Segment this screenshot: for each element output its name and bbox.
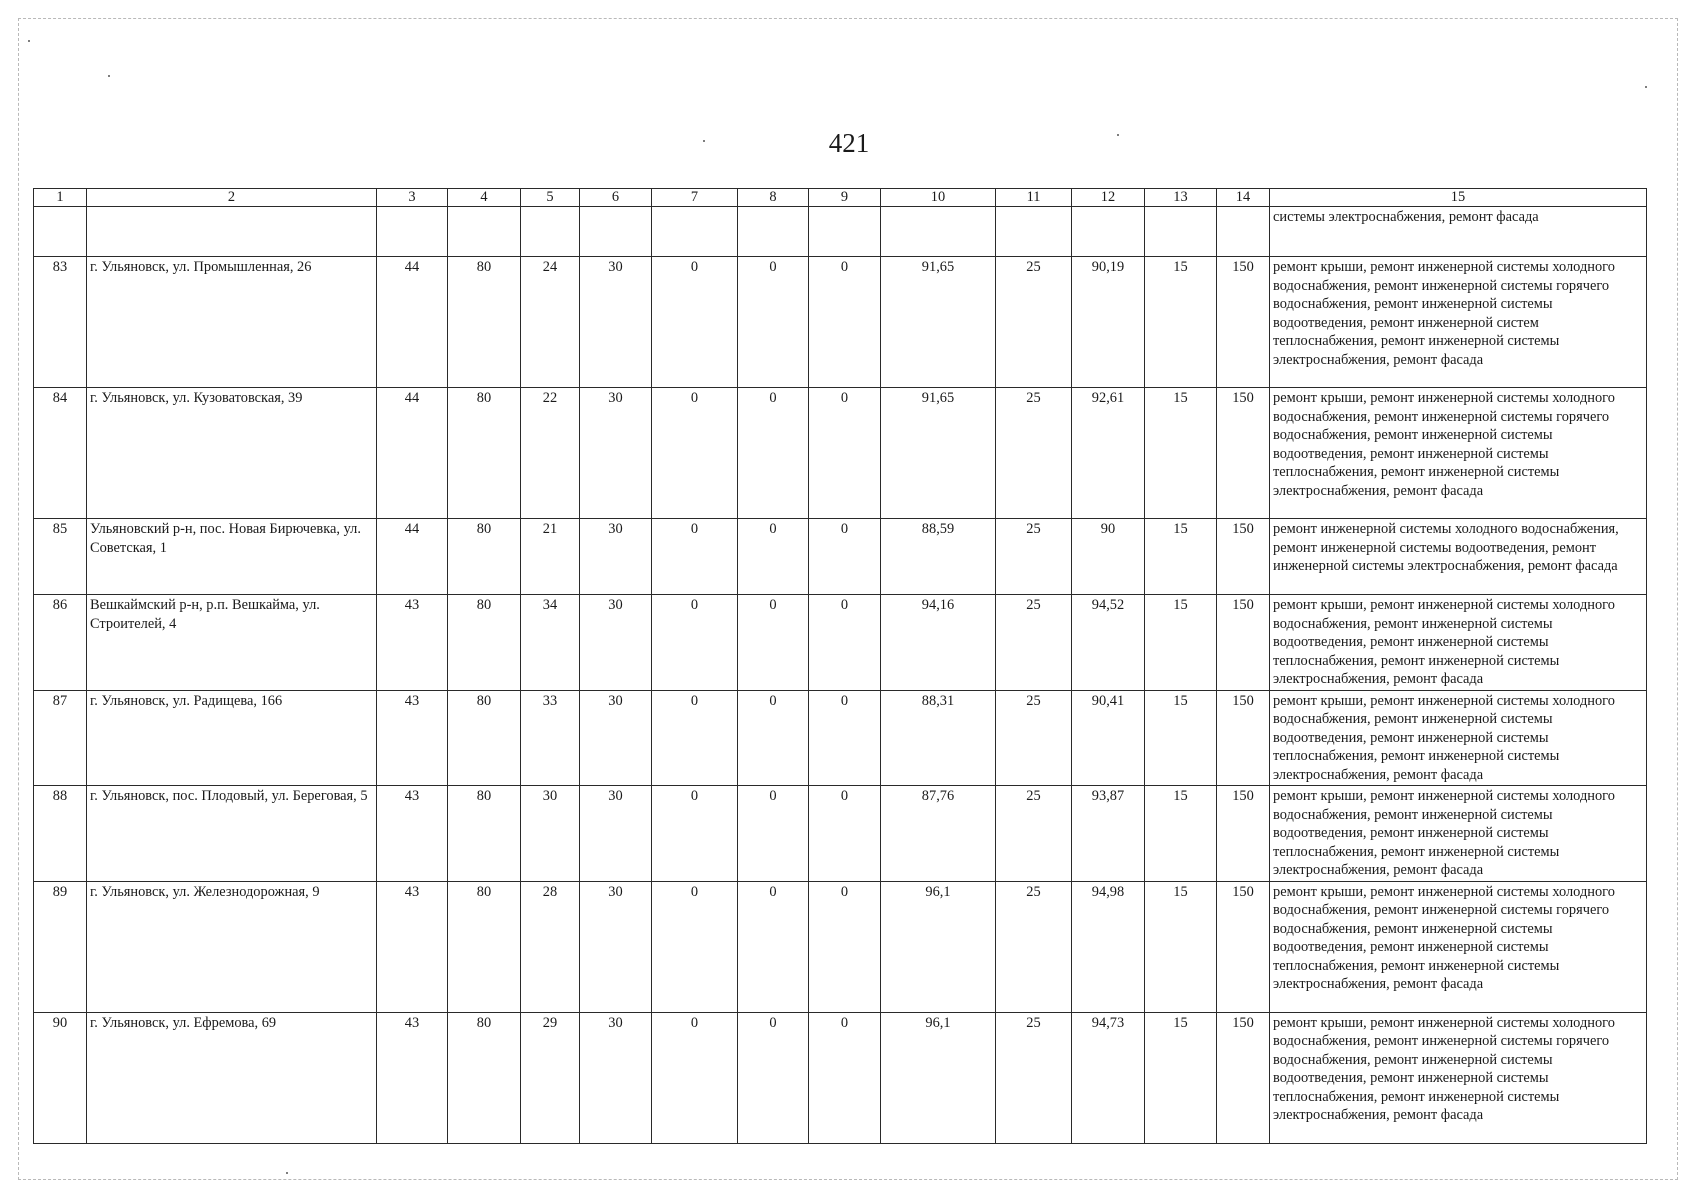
cell-value xyxy=(1217,207,1270,257)
cell-value: 150 xyxy=(1217,881,1270,1012)
cell-address: Ульяновский р-н, пос. Новая Бирючевка, ул. Советская, 1 xyxy=(87,519,377,595)
cell-value: 43 xyxy=(377,881,448,1012)
column-header: 11 xyxy=(996,189,1072,207)
cell-value: 43 xyxy=(377,690,448,786)
cell-value xyxy=(881,207,996,257)
cell-value: 30 xyxy=(580,786,652,882)
cell-value: 15 xyxy=(1145,595,1217,691)
column-header: 4 xyxy=(448,189,521,207)
cell-value: 24 xyxy=(521,257,580,388)
cell-value xyxy=(521,207,580,257)
cell-value: 80 xyxy=(448,595,521,691)
cell-value: 80 xyxy=(448,881,521,1012)
cell-value: 25 xyxy=(996,257,1072,388)
cell-value: 94,73 xyxy=(1072,1012,1145,1143)
cell-value: 0 xyxy=(809,595,881,691)
table-row xyxy=(34,388,1647,519)
cell-value: 15 xyxy=(1145,786,1217,882)
cell-address: г. Ульяновск, ул. Кузоватовская, 39 xyxy=(87,388,377,519)
cell-value: 15 xyxy=(1145,257,1217,388)
cell-address: г. Ульяновск, ул. Железнодорожная, 9 xyxy=(87,881,377,1012)
cell-value: 0 xyxy=(809,881,881,1012)
column-header: 14 xyxy=(1217,189,1270,207)
cell-value: 92,61 xyxy=(1072,388,1145,519)
cell-value: 21 xyxy=(521,519,580,595)
cell-value: 0 xyxy=(809,388,881,519)
cell-value: 0 xyxy=(809,786,881,882)
column-header: 8 xyxy=(738,189,809,207)
cell-value: 43 xyxy=(377,595,448,691)
cell-value: 44 xyxy=(377,388,448,519)
cell-value: 0 xyxy=(809,257,881,388)
table-row xyxy=(34,690,1647,786)
cell-value: 15 xyxy=(1145,881,1217,1012)
cell-works: ремонт инженерной системы холодного водоснабжения, ремонт инженерной системы водоотведения, ремонт инженерной системы электроснабжения, ремонт фасада xyxy=(1270,519,1647,595)
cell-value: 30 xyxy=(521,786,580,882)
column-header: 1 xyxy=(34,189,87,207)
cell-value xyxy=(652,207,738,257)
cell-value: 0 xyxy=(738,786,809,882)
cell-value: 0 xyxy=(809,690,881,786)
scan-speck xyxy=(703,140,705,142)
cell-value: 30 xyxy=(580,1012,652,1143)
table-row xyxy=(34,881,1647,1012)
cell-number: 84 xyxy=(34,388,87,519)
cell-value xyxy=(809,207,881,257)
cell-number: 86 xyxy=(34,595,87,691)
scan-speck xyxy=(28,40,30,42)
cell-value: 91,65 xyxy=(881,257,996,388)
cell-address: Вешкаймский р-н, р.п. Вешкайма, ул. Строителей, 4 xyxy=(87,595,377,691)
cell-value: 44 xyxy=(377,257,448,388)
cell-value: 150 xyxy=(1217,257,1270,388)
cell-works: ремонт крыши, ремонт инженерной системы холодного водоснабжения, ремонт инженерной системы водоотведения, ремонт инженерной системы теплоснабжения, ремонт инженерной системы электроснабжения, ремонт фасада xyxy=(1270,690,1647,786)
cell-works: ремонт крыши, ремонт инженерной системы холодного водоснабжения, ремонт инженерной системы горячего водоснабжения, ремонт инженерной системы водоотведения, ремонт инженерной системы теплоснабжения, ремонт инженерной системы электроснабжения, ремонт фасада xyxy=(1270,388,1647,519)
cell-value: 25 xyxy=(996,595,1072,691)
cell-value xyxy=(580,207,652,257)
column-header: 10 xyxy=(881,189,996,207)
table-row xyxy=(34,519,1647,595)
cell-value: 0 xyxy=(738,257,809,388)
cell-value xyxy=(996,207,1072,257)
cell-value: 15 xyxy=(1145,519,1217,595)
cell-value: 33 xyxy=(521,690,580,786)
table-row xyxy=(34,1012,1647,1143)
cell-value: 87,76 xyxy=(881,786,996,882)
column-header: 6 xyxy=(580,189,652,207)
cell-value xyxy=(448,207,521,257)
cell-value: 80 xyxy=(448,690,521,786)
cell-value: 30 xyxy=(580,257,652,388)
column-header: 5 xyxy=(521,189,580,207)
cell-value: 15 xyxy=(1145,1012,1217,1143)
cell-value: 22 xyxy=(521,388,580,519)
cell-value: 0 xyxy=(652,257,738,388)
cell-value xyxy=(1072,207,1145,257)
cell-value: 34 xyxy=(521,595,580,691)
cell-value: 88,31 xyxy=(881,690,996,786)
cell-value xyxy=(738,207,809,257)
cell-value: 0 xyxy=(809,1012,881,1143)
cell-value: 0 xyxy=(738,881,809,1012)
cell-value: 25 xyxy=(996,881,1072,1012)
cell-value: 30 xyxy=(580,388,652,519)
cell-works: ремонт крыши, ремонт инженерной системы холодного водоснабжения, ремонт инженерной системы горячего водоснабжения, ремонт инженерной системы водоотведения, ремонт инженерной системы теплоснабжения, ремонт инженерной системы электроснабжения, ремонт фасада xyxy=(1270,1012,1647,1143)
cell-value: 0 xyxy=(652,519,738,595)
table-row xyxy=(34,786,1647,882)
cell-value: 0 xyxy=(652,595,738,691)
cell-number xyxy=(34,207,87,257)
cell-value: 88,59 xyxy=(881,519,996,595)
cell-value: 0 xyxy=(652,690,738,786)
cell-works: системы электроснабжения, ремонт фасада xyxy=(1270,207,1647,257)
scan-speck xyxy=(286,1172,288,1174)
cell-value: 96,1 xyxy=(881,1012,996,1143)
cell-value xyxy=(1145,207,1217,257)
cell-number: 90 xyxy=(34,1012,87,1143)
page-number: 421 xyxy=(828,128,870,158)
cell-value: 90 xyxy=(1072,519,1145,595)
column-header: 12 xyxy=(1072,189,1145,207)
cell-value: 43 xyxy=(377,1012,448,1143)
cell-works: ремонт крыши, ремонт инженерной системы холодного водоснабжения, ремонт инженерной системы горячего водоснабжения, ремонт инженерной системы водоотведения, ремонт инженерной систем теплоснабжения, ремонт инженерной системы электроснабжения, ремонт фасада xyxy=(1270,257,1647,388)
cell-value: 0 xyxy=(652,388,738,519)
cell-value: 25 xyxy=(996,786,1072,882)
column-header: 7 xyxy=(652,189,738,207)
cell-address: г. Ульяновск, ул. Ефремова, 69 xyxy=(87,1012,377,1143)
cell-value: 0 xyxy=(738,388,809,519)
cell-value: 150 xyxy=(1217,519,1270,595)
cell-value: 93,87 xyxy=(1072,786,1145,882)
cell-value: 25 xyxy=(996,690,1072,786)
cell-value: 150 xyxy=(1217,388,1270,519)
cell-value: 30 xyxy=(580,881,652,1012)
cell-value: 44 xyxy=(377,519,448,595)
cell-works: ремонт крыши, ремонт инженерной системы холодного водоснабжения, ремонт инженерной системы водоотведения, ремонт инженерной системы теплоснабжения, ремонт инженерной системы электроснабжения, ремонт фасада xyxy=(1270,595,1647,691)
cell-value: 80 xyxy=(448,257,521,388)
cell-value: 0 xyxy=(809,519,881,595)
cell-value: 94,52 xyxy=(1072,595,1145,691)
cell-value xyxy=(377,207,448,257)
column-header: 15 xyxy=(1270,189,1647,207)
cell-number: 88 xyxy=(34,786,87,882)
cell-value: 29 xyxy=(521,1012,580,1143)
cell-value: 25 xyxy=(996,1012,1072,1143)
table-row xyxy=(34,257,1647,388)
cell-number: 87 xyxy=(34,690,87,786)
cell-value: 96,1 xyxy=(881,881,996,1012)
cell-value: 80 xyxy=(448,1012,521,1143)
cell-value: 30 xyxy=(580,519,652,595)
cell-address: г. Ульяновск, пос. Плодовый, ул. Береговая, 5 xyxy=(87,786,377,882)
cell-value: 30 xyxy=(580,595,652,691)
cell-value: 150 xyxy=(1217,786,1270,882)
cell-value: 0 xyxy=(738,690,809,786)
cell-value: 150 xyxy=(1217,690,1270,786)
scan-speck xyxy=(108,75,110,77)
column-header: 2 xyxy=(87,189,377,207)
cell-value: 0 xyxy=(652,881,738,1012)
cell-value: 28 xyxy=(521,881,580,1012)
cell-address: г. Ульяновск, ул. Радищева, 166 xyxy=(87,690,377,786)
cell-number: 85 xyxy=(34,519,87,595)
cell-value: 0 xyxy=(652,786,738,882)
cell-works: ремонт крыши, ремонт инженерной системы холодного водоснабжения, ремонт инженерной системы водоотведения, ремонт инженерной системы теплоснабжения, ремонт инженерной системы электроснабжения, ремонт фасада xyxy=(1270,786,1647,882)
cell-number: 89 xyxy=(34,881,87,1012)
scan-speck xyxy=(1117,134,1119,136)
scan-speck xyxy=(1645,86,1647,88)
cell-value: 91,65 xyxy=(881,388,996,519)
cell-value: 25 xyxy=(996,519,1072,595)
cell-value: 15 xyxy=(1145,690,1217,786)
cell-value: 94,98 xyxy=(1072,881,1145,1012)
cell-value: 0 xyxy=(652,1012,738,1143)
cell-address xyxy=(87,207,377,257)
cell-value: 80 xyxy=(448,519,521,595)
cell-value: 80 xyxy=(448,786,521,882)
cell-works: ремонт крыши, ремонт инженерной системы холодного водоснабжения, ремонт инженерной системы горячего водоснабжения, ремонт инженерной системы водоотведения, ремонт инженерной системы теплоснабжения, ремонт инженерной системы электроснабжения, ремонт фасада xyxy=(1270,881,1647,1012)
cell-value: 90,19 xyxy=(1072,257,1145,388)
table-row xyxy=(34,207,1647,257)
cell-value: 0 xyxy=(738,1012,809,1143)
cell-value: 0 xyxy=(738,519,809,595)
cell-value: 94,16 xyxy=(881,595,996,691)
cell-value: 0 xyxy=(738,595,809,691)
cell-number: 83 xyxy=(34,257,87,388)
table-row xyxy=(34,595,1647,691)
column-header: 9 xyxy=(809,189,881,207)
table-header-row xyxy=(34,189,1647,207)
cell-value: 25 xyxy=(996,388,1072,519)
cell-address: г. Ульяновск, ул. Промышленная, 26 xyxy=(87,257,377,388)
column-header: 3 xyxy=(377,189,448,207)
cell-value: 150 xyxy=(1217,1012,1270,1143)
cell-value: 15 xyxy=(1145,388,1217,519)
cell-value: 30 xyxy=(580,690,652,786)
column-header: 13 xyxy=(1145,189,1217,207)
cell-value: 80 xyxy=(448,388,521,519)
cell-value: 43 xyxy=(377,786,448,882)
data-table xyxy=(33,188,1647,1144)
cell-value: 90,41 xyxy=(1072,690,1145,786)
cell-value: 150 xyxy=(1217,595,1270,691)
